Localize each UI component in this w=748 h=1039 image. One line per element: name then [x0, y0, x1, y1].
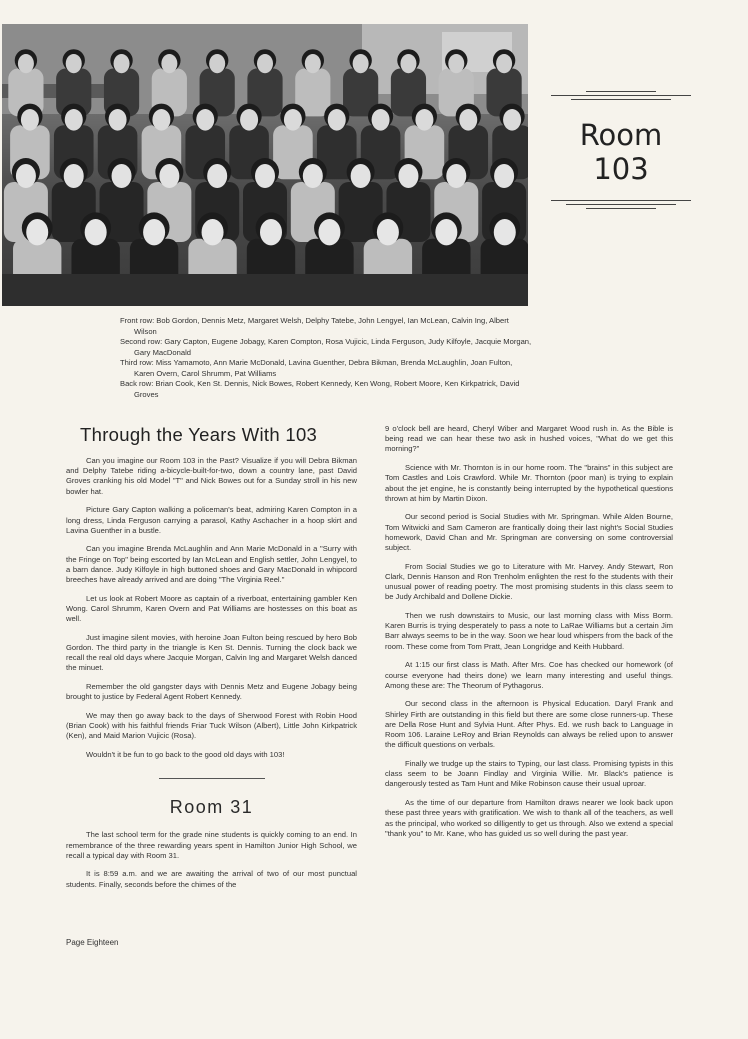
student-face	[66, 54, 82, 73]
class-photo	[2, 24, 528, 306]
student-face	[114, 54, 130, 73]
article2-paragraph: 9 o'clock bell are heard, Cheryl Wiber and Margaret Wood rush in. As the Bible is being read we can hear these two ask in hushed voices, "What do we get this morning?"	[385, 424, 673, 454]
student-face	[202, 219, 224, 245]
article1-paragraph: Just imagine silent movies, with heroine Joan Fulton being rescued by hero Bob Gordon. The third party in the triangle is Ken St. Dennis. Turning the clock back we recall the real old days where Jacquie Morgan, Calvin Ing and Margaret Welsh danced the minuet.	[66, 632, 357, 673]
student-face	[26, 219, 48, 245]
page-number: Page Eighteen	[66, 938, 119, 947]
article2-paragraph: From Social Studies we go to Literature with Mr. Harvey. Andy Stewart, Ron Clark, Dennis Hanson and Ron Trenholm enlighten the rest fo the students with their unusual power of reading poetry. The most promising students in this class seem to be Judy Archibald and Dollene Dickie.	[385, 561, 673, 602]
student-face	[503, 109, 521, 131]
student-face	[109, 109, 127, 131]
caption-second-row: Second row: Gary Capton, Eugene Jobagy, Karen Compton, Rosa Vujicic, Linda Ferguson, Judy Kilfoyle, Jacquie Morgan, Gary MacDonald	[120, 337, 532, 357]
student-face	[21, 109, 39, 131]
student-face	[435, 219, 457, 245]
student-face	[161, 54, 177, 73]
student-face	[196, 109, 214, 131]
article2-paragraph: It is 8:59 a.m. and we are awaiting the arrival of two of our most punctual students. Finally, seconds before the chimes of the	[66, 869, 357, 889]
student-face	[207, 164, 227, 188]
class-photo-illustration	[2, 24, 528, 306]
article1-paragraph: Wouldn't it be fun to go back to the good old days with 103!	[86, 750, 285, 760]
article1-paragraph: Can you imagine our Room 103 in the Past? Visualize if you will Debra Bikman and Delphy Tatebe riding a-bicycle-built-for-two, down a country lane, past David Groves cranking his old Model "T" and Nick Bowes out for a Sunday stroll in his new bowler hat.	[66, 456, 357, 496]
room-number: 103	[593, 152, 649, 186]
student-face	[496, 54, 512, 73]
caption-front-row: Front row: Bob Gordon, Dennis Metz, Margaret Welsh, Delphy Tatebe, John Lengyel, Ian McLean, Calvin Ing, Albert Wilson	[120, 316, 509, 336]
student-face	[16, 164, 36, 188]
bottom-rule-ornament	[546, 200, 696, 209]
student-face	[448, 54, 464, 73]
student-face	[18, 54, 34, 73]
article2-paragraph: Finally we trudge up the stairs to Typing, our last class. Promising typists in this class seem to be Joann Findlay and Virginia Willie. Mr. Black's patience is dangerously tested as Tam Hunt and Mike Robinson cause their usual uproar.	[385, 758, 673, 789]
student-face	[209, 54, 225, 73]
article2-paragraph: Our second class in the afternoon is Physical Education. Daryl Frank and Shirley Firth are outstanding in this field but there are some close runners-up. These are Della Rose Hunt and Sylvia Hunt. After Phys. Ed. we rush back to Language in Room 106. Laraine LeRoy and Brian Reynolds can always be relied upon to answer the difficult questions on verbals.	[385, 699, 673, 750]
student-face	[400, 54, 416, 73]
student-face	[85, 219, 107, 245]
student-face	[446, 164, 466, 188]
photo-caption	[120, 316, 532, 400]
article2-paragraph: Then we rush downstairs to Music, our last morning class with Miss Borm. Karen Burris is trying desperately to pass a note to LaRae Williams but a certain Jim Barr always seems to be in the way. Soon we hear loud whispers from the back of the room. These come from Tom Pratt, Jean Longridge and Keith Hubbard.	[385, 611, 673, 651]
student-face	[240, 109, 258, 131]
article2-paragraph: At 1:15 our first class is Math. After Mrs. Coe has checked our homework (of course everyone had theirs done) we learn many interesting and useful things. Among these are: The Theorum of Pythagorus.	[385, 660, 673, 690]
student-face	[152, 109, 170, 131]
section-divider	[159, 778, 265, 779]
article-title-room-31: Room 31	[169, 797, 254, 818]
student-face	[284, 109, 302, 131]
article1-paragraph: Remember the old gangster days with Dennis Metz and Eugene Jobagy being brought to justice by Federal Agent Robert Kennedy.	[66, 682, 357, 702]
student-face	[305, 54, 321, 73]
article1-paragraph: Let us look at Robert Moore as captain of a riverboat, entertaining gambler Ken Wong. Carol Shrumm, Karen Overn and Pat Williams are hostesses on this boat as well.	[66, 593, 357, 624]
student-face	[377, 219, 399, 245]
student-face	[143, 219, 165, 245]
caption-back-row: Back row: Brian Cook, Ken St. Dennis, Nick Bowes, Robert Kennedy, Ken Wong, Robert Moore, Ken Kirkpatrick, David Groves	[120, 379, 520, 399]
student-face	[112, 164, 132, 188]
caption-third-row: Third row: Miss Yamamoto, Ann Marie McDonald, Lavina Guenther, Debra Bikman, Brenda McLaughlin, Joan Fulton, Karen Overn, Carol Shrumm, Pat Williams	[120, 358, 513, 378]
student-face	[260, 219, 282, 245]
article2-paragraph: The last school term for the grade nine students is quickly coming to an end. In remembrance of the three rewarding years spent in Hamilton Junior High School, we recall a typical day with Room 31.	[66, 830, 357, 860]
room-word: Room	[579, 118, 663, 152]
student-face	[257, 54, 273, 73]
student-face	[159, 164, 179, 188]
article1-paragraph: Can you imagine Brenda McLaughlin and Ann Marie McDonald in a "Surry with the Fringe on Top" being escorted by Ian McLean and English settler, John Lengyel, to a barn dance. Judy Kilfoyle in high buttoned shoes and Gary MacDonald in whipcord breeches have already arrived and are doing "The Virginia Reel."	[66, 544, 357, 585]
student-face	[318, 219, 340, 245]
article-title-through-the-years: Through the Years With 103	[80, 424, 318, 445]
student-face	[353, 54, 369, 73]
left-column	[66, 424, 357, 898]
room-103-title	[546, 118, 696, 186]
student-face	[459, 109, 477, 131]
student-face	[351, 164, 371, 188]
student-face	[494, 164, 514, 188]
article1-paragraph: We may then go away back to the days of Sherwood Forest with Robin Hood (Brian Cook) with his faithful friends Friar Tuck Wilson (Albert), Little John Kirkpatrick (Ken), and Maid Marion Vujicic (Rosa).	[66, 711, 357, 741]
student-face	[64, 164, 84, 188]
right-column	[385, 424, 673, 847]
top-rule-ornament	[546, 91, 696, 100]
article1-paragraph: Picture Gary Capton walking a policeman's beat, admiring Karen Compton in a long dress, Linda Ferguson carrying a parasol, Kathy Aschacher in a hoop skirt and Lavina Guenther in a bustle.	[66, 505, 357, 535]
student-face	[494, 219, 516, 245]
student-face	[372, 109, 390, 131]
student-face	[255, 164, 275, 188]
student-face	[303, 164, 323, 188]
article2-paragraph: As the time of our departure from Hamilton draws nearer we look back upon these past three years with gratification. We wish to thank all of the teachers, as well as the principal, who worked so dilligently to get us through. Also we extend a special "thank you" to Mr. Kane, who has guided us so well during the past year.	[385, 798, 673, 838]
article2-paragraph: Science with Mr. Thornton is in our home room. The "brains" in this subject are Tom Castles and Lois Crawford. While Mr. Thornton (poor man) is trying to explain about the jet engine, he is constantly being interrupted by the hypothetical questions thrown at him by Martin Dixon.	[385, 463, 673, 503]
student-face	[65, 109, 83, 131]
student-face	[328, 109, 346, 131]
article2-paragraph: Our second period is Social Studies with Mr. Springman. While Alden Bourne, Tom Witwicki and Sam Cameron are frantically doing their last night's Social Studies homework, David Chan and Mr. Springman are conversing on some controversial subject.	[385, 512, 673, 553]
student-face	[398, 164, 418, 188]
room-103-header	[546, 88, 696, 212]
student-face	[415, 109, 433, 131]
